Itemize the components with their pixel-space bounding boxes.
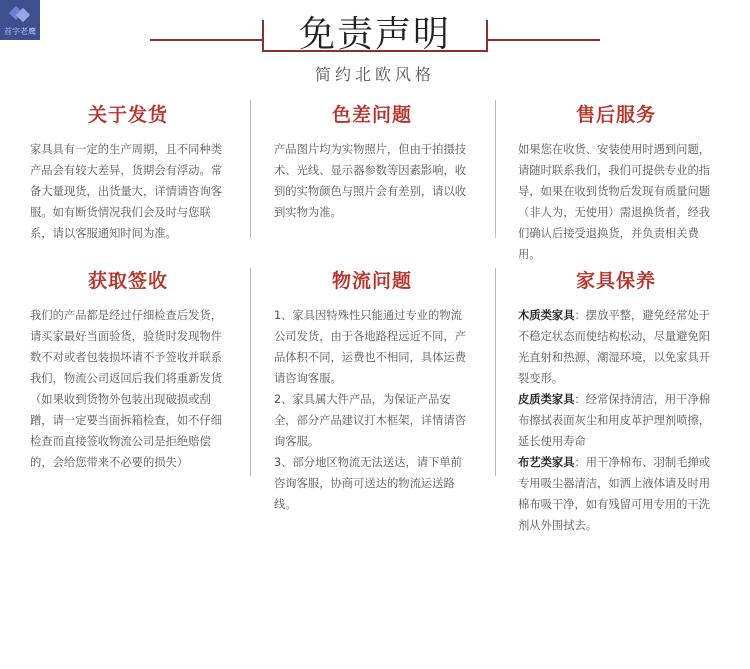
section-furniture-care (518, 266, 714, 536)
section-body: 家具具有一定的生产周期，且不同种类产品会有较大差异，货期会有浮动。常备大量现货，出货量大，详情请咨询客服。如有断货情况我们会及时与您联系，请以客服通知时间为准。 (30, 143, 223, 240)
section-title: 物流问题 (331, 270, 412, 292)
page-subtitle: 简约北欧风格 (314, 65, 435, 84)
care-item-wood (518, 305, 714, 389)
logo-text: 首字老鹰 (4, 27, 36, 36)
section-signing (30, 266, 226, 473)
logistics-item: 1、家具因特殊性只能通过专业的物流公司发货，由于各地路程远近不同，产品体积不同，运费也不相同，具体运费请咨询客服。 (274, 309, 467, 385)
page-header (0, 0, 750, 60)
divider (250, 100, 251, 238)
section-title: 关于发货 (87, 104, 168, 126)
section-body: 产品图片均为实物照片，但由于拍摄技术、光线、显示器参数等因素影响，收到的实物颜色与照片会有差别，请以收到实物为准。 (274, 143, 467, 219)
section-title: 家具保养 (575, 270, 656, 292)
logistics-item: 3、部分地区物流无法送达，请下单前咨询客服，协商可送达的物流运送路线。 (274, 456, 462, 511)
section-title: 获取签收 (87, 270, 168, 292)
divider (495, 268, 496, 476)
care-text: ：摆放平整，避免经常处于不稳定状态而使结构松动，尽量避免阳光直射和热源、潮湿环境，以免家具开裂变形。 (518, 309, 711, 385)
section-title: 售后服务 (575, 104, 656, 126)
divider (495, 100, 496, 238)
section-title: 色差问题 (331, 104, 412, 126)
care-item-leather (518, 389, 714, 452)
section-body: 如果您在收货、安装使用时遇到问题，请随时联系我们，我们可提供专业的指导，如果在收到货物后发现有质量问题（非人为，无使用）需退换货者，经我们确认后接受退换货，并负责相关费用。 (518, 143, 711, 261)
care-item-fabric (518, 452, 714, 536)
section-body: 我们的产品都是经过仔细检查后发货，请买家最好当面验货，验货时发现物件数不对或者包装损坏请不予签收并联系我们，物流公司返回后我们将重新发货（如果收到货物外包装出现破损或刮蹭，请一定要当面拆箱检查，如不仔细检查而直接签收物流公司是拒绝赔偿的，会给您带来不必要的损失） (30, 309, 223, 469)
care-label: 皮质类家具 (518, 393, 575, 406)
section-after-sales (518, 100, 714, 265)
logistics-item: 2、家具属大件产品，为保证产品安全，部分产品建议打木框架，详情请咨询客服。 (274, 393, 467, 448)
divider (250, 268, 251, 476)
care-text: ：用干净棉布、羽制毛掸或专用吸尘器清洁，如洒上液体请及时用棉布吸干净，如有残留可用专用的干洗剂从外围拭去。 (518, 456, 711, 532)
care-text: ：经常保持清洁，用干净棉布擦拭表面灰尘和用皮革护理剂喷擦，延长使用寿命 (518, 393, 711, 448)
section-logistics (274, 266, 470, 515)
section-shipping (30, 100, 226, 244)
section-color-difference (274, 100, 470, 223)
care-label: 木质类家具 (518, 309, 575, 322)
care-label: 布艺类家具 (518, 456, 575, 469)
page-title: 免责声明 (298, 14, 451, 55)
